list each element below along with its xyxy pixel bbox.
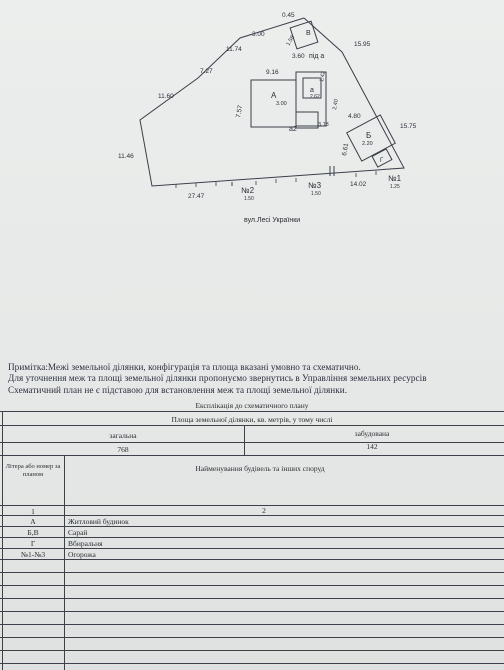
measure-11-74: 11.74: [226, 46, 242, 53]
note-line-2: Для уточнення меж та площі земельної ділянки пропонуємо звернутись в Управління земельних ресурсів: [8, 373, 427, 383]
col1-number: 1: [31, 507, 35, 516]
label-annex-a: а: [310, 87, 314, 94]
label-small-2: 3.18: [318, 122, 329, 128]
measure-15-95: 15.95: [354, 41, 371, 48]
measure-3-00: 3.00: [252, 31, 265, 38]
measure-15-75: 15.75: [400, 123, 417, 130]
label-house-a: А: [271, 91, 277, 100]
label-house-a-area: 3.00: [276, 101, 287, 107]
row-letter: А: [30, 517, 36, 526]
label-fence-3-length: 1.50: [311, 191, 321, 197]
label-shed-b-area: 2.20: [362, 141, 373, 147]
measure-11-46: 11.46: [118, 153, 134, 160]
label-fence-1: №1: [388, 174, 402, 183]
site-plan-drawing: [0, 0, 504, 240]
total-area-label: загальна: [109, 431, 137, 440]
row-letter: Г: [30, 539, 36, 548]
row-name: Вбиральня: [68, 539, 103, 548]
col1-header: Літера або номер за планом: [5, 463, 61, 478]
col2-header: Найменування будівель та інших споруд: [195, 464, 325, 473]
note-line-3: Схематичний план не є підставою для встановлення меж та площі земельної ділянки.: [8, 385, 348, 395]
measure-3-60: 3.60: [292, 53, 305, 60]
label-small-5: 1.58: [285, 34, 297, 47]
explication-title: Експлікація до схематичного плану: [195, 401, 309, 410]
label-toilet-g: Г: [380, 158, 384, 164]
label-small-1: 2.62: [310, 94, 320, 100]
col2-number: 2: [262, 506, 266, 515]
label-fence-2: №2: [241, 186, 255, 195]
label-under-a: під а: [309, 53, 325, 60]
area-header: Площа земельної ділянки, кв. метрів, у тому числі: [171, 415, 333, 424]
label-fence-2-length: 1.50: [244, 196, 254, 202]
shed-v-outline: [290, 21, 318, 49]
street-label: вул.Лесі Українки: [244, 217, 301, 224]
measure-7-57: 7.57: [235, 104, 245, 119]
measure-0-45: 0.45: [282, 12, 295, 19]
label-porch-a2: а2: [289, 126, 297, 133]
total-area-value: 768: [117, 445, 129, 454]
measure-9-16: 9.16: [266, 69, 279, 76]
measure-4-80: 4.80: [348, 113, 361, 120]
measure-6-61: 6.61: [341, 142, 351, 157]
label-shed-b: Б: [366, 131, 372, 140]
label-small-3: 2.40: [332, 98, 340, 111]
label-small-4: 1.42: [319, 70, 327, 83]
row-name: Огорожа: [68, 550, 96, 559]
row-letter: №1-№3: [20, 550, 46, 559]
label-shed-v: В: [306, 30, 311, 37]
label-fence-3: №3: [308, 181, 322, 190]
row-name: Сарай: [68, 528, 88, 537]
row-letter: Б,В: [27, 528, 39, 537]
house-a-outline: [251, 80, 296, 127]
built-area-label: забудована: [354, 429, 390, 438]
row-name: Житловий будинок: [68, 517, 129, 526]
built-area-value: 142: [366, 442, 378, 451]
measure-27-47: 27.47: [188, 193, 205, 200]
label-fence-1-length: 1.25: [390, 184, 400, 190]
measure-14-02: 14.02: [350, 181, 367, 188]
explication-table: [0, 411, 504, 670]
measure-11-60: 11.60: [158, 93, 174, 100]
note-line-1: Примітка:Межі земельної ділянки, конфігурація та площа вказані умовно та схематично.: [8, 362, 361, 372]
measure-7-27: 7.27: [200, 68, 213, 75]
